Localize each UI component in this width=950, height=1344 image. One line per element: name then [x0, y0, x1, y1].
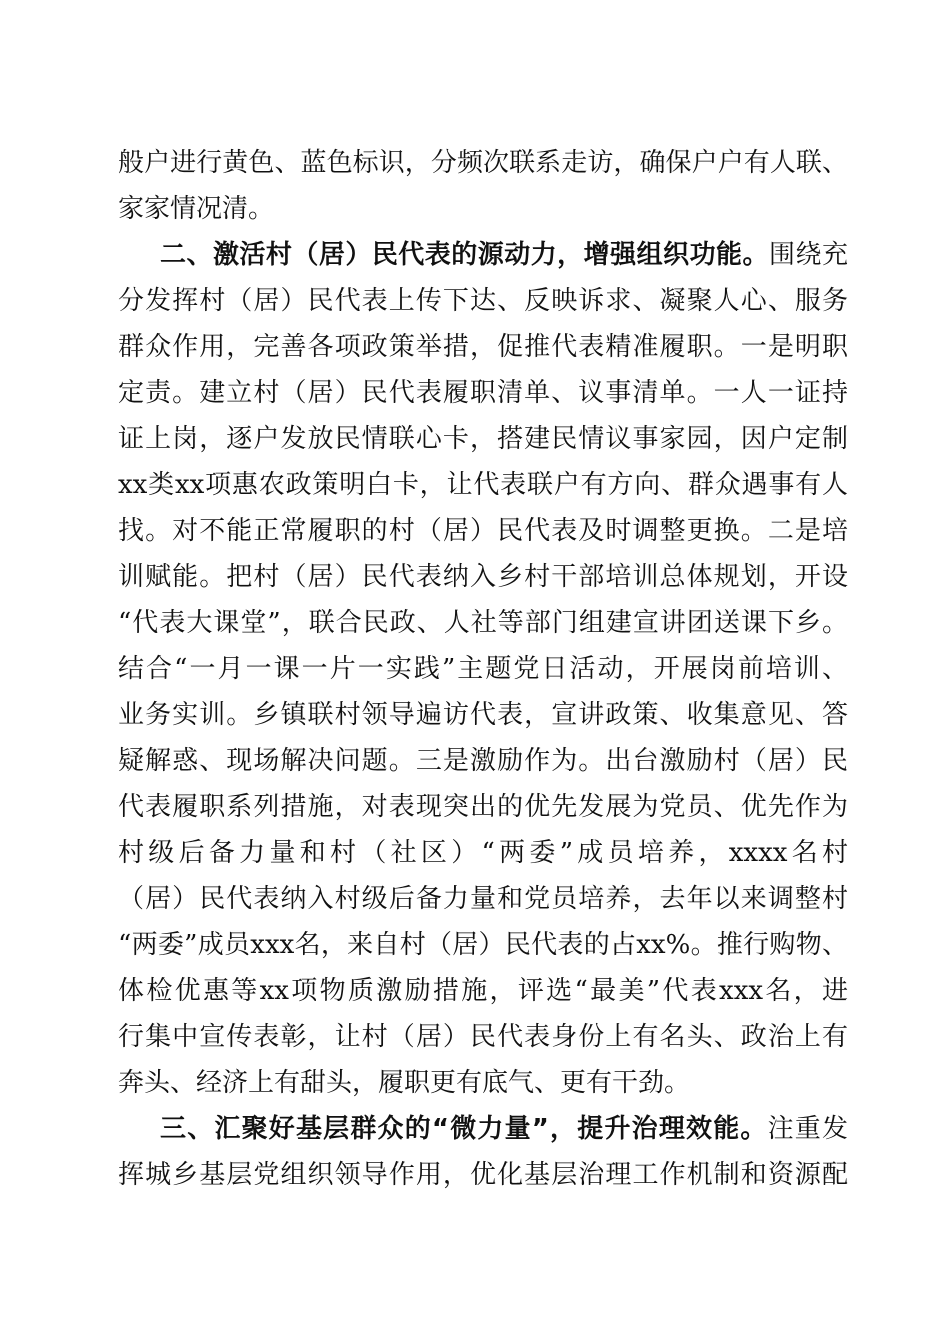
- heading-rest: 围绕充: [769, 240, 848, 270]
- heading-title: 三、汇聚好基层群众的“微力量”，提升治理效能。: [160, 1114, 768, 1144]
- text-line: 奔头、经济上有甜头，履职更有底气、更有干劲。: [118, 1068, 691, 1098]
- text-line: “两委”成员xxx名，来自村（居）民代表的占xx%。推行购物、: [118, 930, 848, 960]
- heading-rest: 注重发: [767, 1114, 848, 1144]
- heading-title: 二、激活村（居）民代表的源动力，增强组织功能。: [160, 240, 770, 270]
- section-heading-2: [160, 237, 848, 273]
- text-line: （居）民代表纳入村级后备力量和党员培养，去年以来调整村: [118, 884, 848, 914]
- text-line: 疑解惑、现场解决问题。三是激励作为。出台激励村（居）民: [118, 746, 848, 776]
- text-line: xx类xx项惠农政策明白卡，让代表联户有方向、群众遇事有人: [118, 470, 848, 500]
- text-line: 代表履职系列措施，对表现突出的优先发展为党员、优先作为: [118, 792, 848, 822]
- text-line: 业务实训。乡镇联村领导遍访代表，宣讲政策、收集意见、答: [118, 700, 848, 730]
- text-line: 找。对不能正常履职的村（居）民代表及时调整更换。二是培: [118, 516, 848, 546]
- text-line: 行集中宣传表彰，让村（居）民代表身份上有名头、政治上有: [118, 1022, 848, 1052]
- text-line: 村级后备力量和村（社区）“两委”成员培养，xxxx名村: [118, 838, 848, 868]
- text-line: 训赋能。把村（居）民代表纳入乡村干部培训总体规划，开设: [118, 562, 848, 592]
- text-line: “代表大课堂”，联合民政、人社等部门组建宣讲团送课下乡。: [118, 608, 848, 638]
- section-heading-3: [160, 1111, 848, 1147]
- text-line: 定责。建立村（居）民代表履职清单、议事清单。一人一证持: [118, 378, 848, 408]
- text-line: 结合“一月一课一片一实践”主题党日活动，开展岗前培训、: [118, 654, 848, 684]
- text-line: 分发挥村（居）民代表上传下达、反映诉求、凝聚人心、服务: [118, 286, 848, 316]
- text-line: 家家情况清。: [118, 194, 275, 224]
- text-line: 般户进行黄色、蓝色标识，分频次联系走访，确保户户有人联、: [118, 148, 848, 178]
- text-line: 证上岗，逐户发放民情联心卡，搭建民情议事家园，因户定制: [118, 424, 848, 454]
- text-line: 挥城乡基层党组织领导作用，优化基层治理工作机制和资源配: [118, 1160, 848, 1190]
- text-line: 体检优惠等xx项物质激励措施，评选“最美”代表xxx名，进: [118, 976, 848, 1006]
- text-line: 群众作用，完善各项政策举措，促推代表精准履职。一是明职: [118, 332, 848, 362]
